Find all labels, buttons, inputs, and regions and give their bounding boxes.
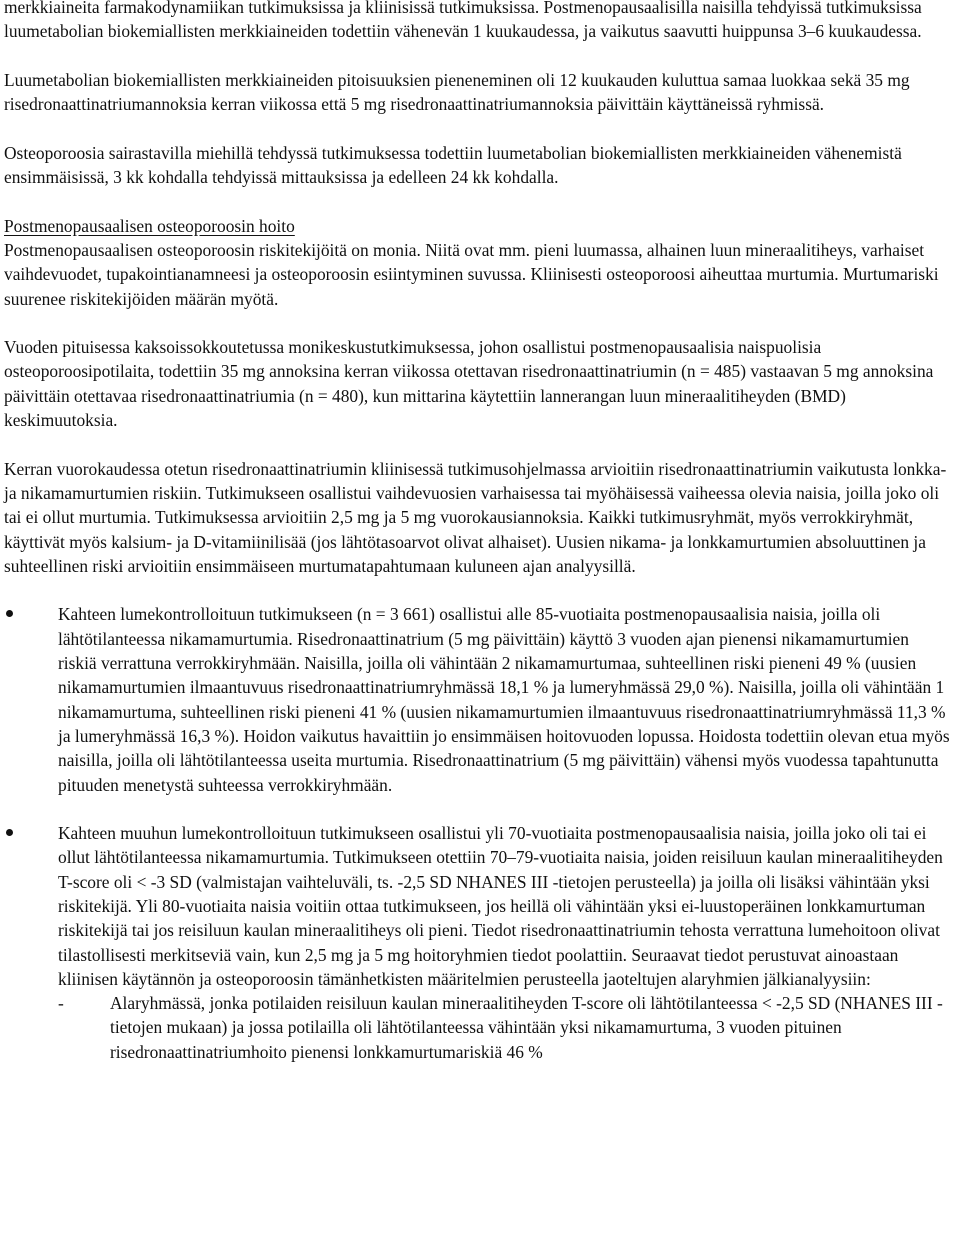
dash-marker: - <box>58 993 64 1014</box>
list-item <box>4 821 950 1064</box>
paragraph-men-study: Osteoporoosia sairastavilla miehillä tehdyssä tutkimuksessa todettiin luumetabolian biokemiallisten merkkiaineiden vähenemistä ensimmäisissä, 3 kk kohdalla tehdyissä mittauksissa ja edelleen 24 kk kohdalla. <box>4 142 902 188</box>
sub-list-item-text: Alaryhmässä, jonka potilaiden reisiluun kaulan mineraalitiheyden T-score oli lähtötilanteessa < -2,5 SD (NHANES III -tietojen mukaan) ja jossa potilailla oli lähtötilanteessa vähintään yksi nikamamurtuma, 3 vuoden pituinen risedronaattinatriumhoito pienensi lonkkamurtumariskiä 46 % <box>110 993 943 1062</box>
sub-list <box>58 991 950 1064</box>
list-item <box>4 602 950 796</box>
sub-list-item <box>58 991 950 1064</box>
section-heading: Postmenopausaalisen osteoporoosin hoito <box>4 215 295 236</box>
list-item-text: Kahteen lumekontrolloituun tutkimukseen (n = 3 661) osallistui alle 85-vuotiaita postmenopausaalisia naisia, joilla oli lähtötilanteessa nikamamurtumia. Risedronaattinatrium (5 mg päivittäin) käyttö 3 vuoden ajan pienensi nikamamurtumien riskiä verrattuna verrokkiryhmään. Naisilla, joilla oli vähintään 2 nikamamurtumaa, suhteellinen riski pieneni 49 % (uusien nikamamurtumien ilmaantuvuus risedronaattinatriumryhmässä 18,1 % ja lumeryhmässä 29,0 %). Naisilla, joilla oli vähintään 1 nikamamurtuma, suhteellinen riski pieneni 41 % (uusien nikamamurtumien ilmaantuvuus risedronaattinatriumryhmässä 11,3 % ja lumeryhmässä 16,3 %). Hoidon vaikutus havaittiin jo ensimmäisen hoitovuoden lopussa. Hoidosta todettiin olevan etua myös naisilla, joilla oli lähtötilanteessa useita murtumia. Risedronaattinatrium (5 mg päivittäin) vähensi myös vuodessa tapahtunutta pituuden menetystä suhteessa verrokkiryhmään. <box>58 604 950 795</box>
paragraph-risk-factors: Postmenopausaalisen osteoporoosin riskitekijöitä on monia. Niitä ovat mm. pieni luumassa, alhainen luun mineraalitiheys, varhaiset vaihdevuodet, tupakointianamneesi ja osteoporoosin esiintyminen suvussa. Kliinisesti osteoporoosi aiheuttaa murtumia. Murtumariski suurenee riskitekijöiden määrän myötä. <box>4 239 939 309</box>
paragraph-clinical-program: Kerran vuorokaudessa otetun risedronaattinatriumin kliinisessä tutkimusohjelmassa arvioitiin risedronaattinatriumin vaikutusta lonkka- ja nikamamurtumien riskiin. Tutkimukseen osallistui vaihdevuosien varhaisessa tai myöhäisessä vaiheessa olevia naisia, joilla joko oli tai ei ollut murtumia. Tutkimuksessa arvioitiin 2,5 mg ja 5 mg vuorokausiannoksia. Kaikki tutkimusryhmät, myös verrokkiryhmät, käyttivät myös kalsium- ja D-vitamiinilisää (jos lähtötasoarvot olivat alhaiset). Uusien nikama- ja lonkkamurtumien absoluuttinen ja suhteellinen riski arvioitiin ensimmäiseen murtumatapahtumaan kuluneen ajan analyysillä. <box>4 458 947 576</box>
list-item-text: Kahteen muuhun lumekontrolloituun tutkimukseen osallistui yli 70-vuotiaita postmenopausaalisia naisia, joilla joko oli tai ei ollut lähtötilanteessa nikamamurtumia. Tutkimukseen otettiin 70–79-vuotiaita naisia, joiden reisiluun kaulan mineraalitiheyden T-score oli < -3 SD (valmistajan vaihteluväli, ts. -2,5 SD NHANES III -tietojen perusteella) ja joilla oli lisäksi vähintään yksi riskitekijä. Yli 80-vuotiaita naisia voitiin ottaa tutkimukseen, jos heillä oli vähintään yksi ei-luustoperäinen lonkkamurtuman riskitekijä tai jos reisiluun kaulan mineraalitiheys oli pieni. Tiedot risedronaattinatriumin tehosta verrattuna lumehoitoon olivat tilastollisesti merkitseviä vain, kun 2,5 mg ja 5 mg hoitoryhmien tiedot poolattiin. Seuraavat tiedot perustuvat ainoastaan kliinisen käytännön ja osteoporoosin tämänhetkisten määritelmien perusteella jaoteltujen alaryhmien jälkianalyysiin: <box>58 823 943 989</box>
paragraph-bone-markers: Luumetabolian biokemiallisten merkkiaineiden pitoisuuksien pieneneminen oli 12 kuukauden kuluttua samaa luokkaa sekä 35 mg risedronaattinatriumannoksia kerran viikossa että 5 mg risedronaattinatriumannoksia päivittäin käyttäneissä ryhmissä. <box>4 69 910 115</box>
paragraph-pharmacodynamics: merkkiaineita farmakodynamiikan tutkimuksissa ja kliinisissä tutkimuksissa. Postmenopausaalisilla naisilla tehdyissä tutkimuksissa luumetabolian biokemiallisten merkkiaineiden todettiin vähenevän 1 kuukaudessa, ja vaikutus saavutti huippunsa 3–6 kuukaudessa. <box>4 0 922 42</box>
bullet-list <box>4 602 950 1064</box>
bullet-icon <box>6 610 13 617</box>
paragraph-one-year-study: Vuoden pituisessa kaksoissokkoutetussa monikeskustutkimuksessa, johon osallistui postmenopausaalisia naispuolisia osteoporoosipotilaita, todettiin 35 mg annoksina kerran viikossa otettavan risedronaattinatriumin (n = 485) vastaavan 5 mg annoksina päivittäin otettavaa risedronaattinatriumia (n = 480), kun mittarina käytettiin lannerangan luun mineraalitiheyden (BMD) keskimuutoksia. <box>4 337 934 431</box>
bullet-icon <box>6 829 13 836</box>
